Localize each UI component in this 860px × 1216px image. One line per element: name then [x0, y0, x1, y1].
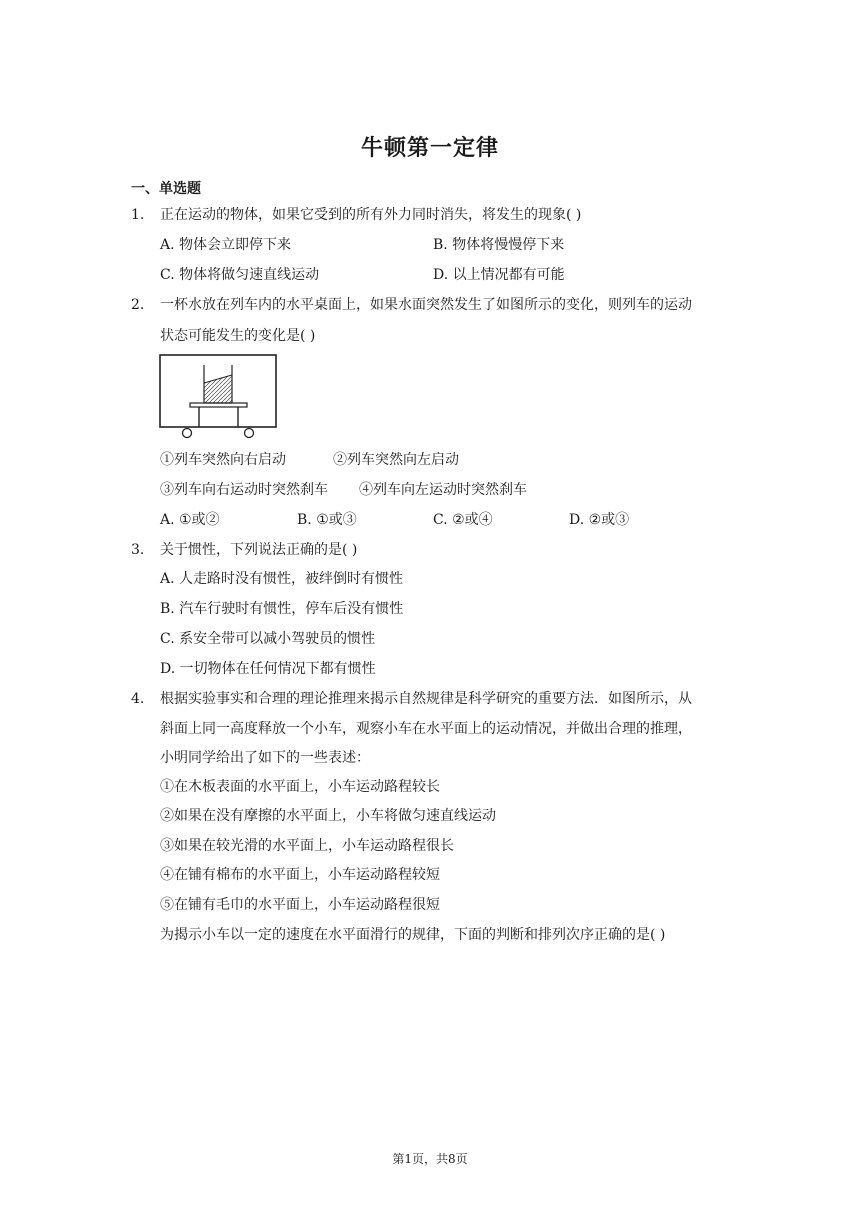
- question-number: 4.: [131, 691, 145, 707]
- statement-item: ②如果在没有摩擦的水平面上，小车将做匀速直线运动: [160, 808, 496, 824]
- statement-item: ③列车向右运动时突然刹车: [160, 482, 328, 498]
- statement-item: ①列车突然向右启动: [160, 452, 286, 468]
- option-a: A. 物体会立即停下来: [160, 237, 292, 253]
- option-a: A. 人走路时没有惯性，被绊倒时有惯性: [160, 571, 404, 587]
- train-water-cup-figure: [159, 353, 279, 441]
- question-stem: 关于惯性，下列说法正确的是( ): [160, 542, 358, 558]
- question-stem: 斜面上同一高度释放一个小车，观察小车在水平面上的运动情况，并做出合理的推理，: [160, 721, 692, 737]
- question-number: 2.: [131, 297, 145, 313]
- option-d: D. ②或③: [569, 512, 630, 528]
- statement-item: ②列车突然向左启动: [333, 452, 459, 468]
- section-heading: 一、单选题: [131, 181, 201, 197]
- question-stem: 正在运动的物体，如果它受到的所有外力同时消失，将发生的现象( ): [160, 207, 582, 223]
- option-a: A. ①或②: [160, 512, 220, 528]
- statement-item: ①在木板表面的水平面上，小车运动路程较长: [160, 779, 440, 795]
- statement-item: ⑤在铺有毛巾的水平面上，小车运动路程很短: [160, 897, 440, 913]
- option-b: B. 汽车行驶时有惯性，停车后没有惯性: [160, 601, 404, 617]
- page-title: 牛顿第一定律: [360, 135, 499, 161]
- option-b: B. 物体将慢慢停下来: [433, 237, 565, 253]
- option-c: C. ②或④: [433, 512, 493, 528]
- option-d: D. 一切物体在任何情况下都有惯性: [160, 661, 376, 677]
- question-number: 3.: [131, 542, 145, 558]
- statement-item: ④列车向左运动时突然刹车: [359, 482, 527, 498]
- option-c: C. 物体将做匀速直线运动: [160, 267, 320, 283]
- question-number: 1.: [131, 207, 145, 223]
- question-stem: 状态可能发生的变化是( ): [160, 328, 316, 344]
- statement-item: ③如果在较光滑的水平面上，小车运动路程很长: [160, 838, 454, 854]
- option-c: C. 系安全带可以减小驾驶员的惯性: [160, 631, 376, 647]
- question-stem: 根据实验事实和合理的理论推理来揭示自然规律是科学研究的重要方法．如图所示，从: [160, 691, 692, 707]
- question-stem: 小明同学给出了如下的一些表述：: [160, 750, 370, 766]
- page-footer: 第1页，共8页: [392, 1152, 468, 1166]
- option-d: D. 以上情况都有可能: [433, 267, 565, 283]
- question-tail: 为揭示小车以一定的速度在水平面滑行的规律，下面的判断和排列次序正确的是( ): [160, 927, 666, 943]
- question-stem: 一杯水放在列车内的水平桌面上，如果水面突然发生了如图所示的变化，则列车的运动: [160, 297, 692, 313]
- statement-item: ④在铺有棉布的水平面上，小车运动路程较短: [160, 867, 440, 883]
- option-b: B. ①或③: [297, 512, 357, 528]
